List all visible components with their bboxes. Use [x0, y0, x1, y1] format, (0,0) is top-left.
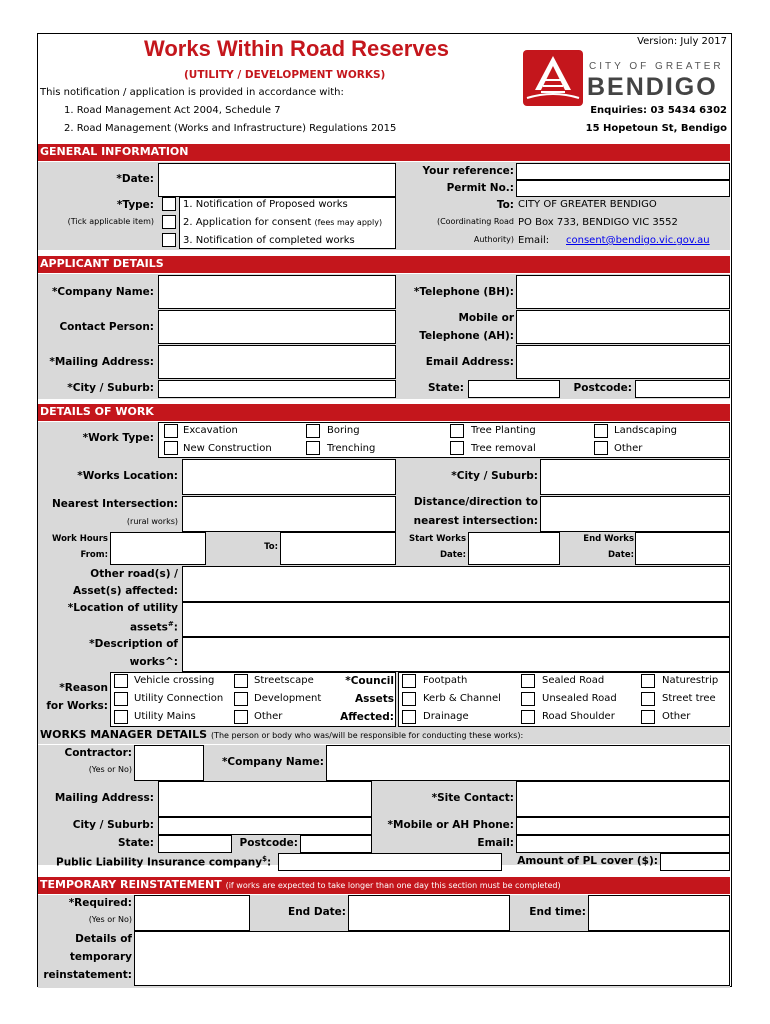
nearest-intersection-label: Nearest Intersection: [51, 498, 178, 510]
type-1-checkbox[interactable] [162, 197, 176, 211]
asset-other: Other [662, 711, 691, 722]
asset-sealed-road: Sealed Road [542, 675, 605, 686]
act-2: 2. Road Management (Works and Infrastructure) Regulations 2015 [64, 123, 397, 134]
contractor-field[interactable] [134, 745, 204, 781]
date-label: *Date: [116, 173, 154, 185]
rural-works-note: (rural works) [126, 517, 178, 526]
council-assets-label-2: Assets [354, 693, 394, 705]
type-option-2-label: 2. Application for consent [183, 217, 312, 228]
manager-mailing-field[interactable] [158, 781, 372, 817]
type-hint: (Tick applicable item) [67, 217, 154, 226]
utility-location-label-2: assets#: [129, 620, 178, 634]
work-type-label: *Work Type: [82, 432, 154, 444]
street-tree-checkbox[interactable] [641, 692, 655, 706]
work-type-trenching: Trenching [327, 443, 376, 454]
details-label-3: reinstatement: [43, 969, 132, 981]
section-work: DETAILS OF WORK [38, 404, 730, 421]
postcode-label: Postcode: [573, 382, 632, 394]
council-assets-label-3: Affected: [340, 711, 394, 723]
end-date-field[interactable] [348, 895, 510, 931]
start-works-date-label: Date: [439, 550, 466, 560]
tel-bh-field[interactable] [516, 275, 730, 309]
type-option-2 [183, 217, 382, 228]
streetscape-checkbox[interactable] [234, 674, 248, 688]
to-email-label: Email: [518, 235, 550, 246]
landscaping-checkbox[interactable] [594, 424, 608, 438]
section-general: GENERAL INFORMATION [38, 144, 730, 161]
sealed-road-checkbox[interactable] [521, 674, 535, 688]
utility-location-label-1: *Location of utility [67, 602, 178, 614]
address-text: 15 Hopetoun St, Bendigo [585, 123, 727, 134]
manager-mobile-label: *Mobile or AH Phone: [387, 819, 514, 831]
postcode-field[interactable] [635, 380, 730, 398]
works-location-field[interactable] [182, 459, 396, 495]
form-title: Works Within Road Reserves [144, 36, 450, 61]
trenching-checkbox[interactable] [306, 441, 320, 455]
to-name: CITY OF GREATER BENDIGO [518, 199, 657, 210]
work-type-tree-removal: Tree removal [471, 443, 536, 454]
tree-removal-checkbox[interactable] [450, 441, 464, 455]
work-hours-to-label: To: [264, 542, 278, 552]
permit-label: Permit No.: [446, 182, 514, 194]
type-2-checkbox[interactable] [162, 215, 176, 229]
drainage-checkbox[interactable] [402, 710, 416, 724]
manager-state-label: State: [117, 837, 154, 849]
asset-kerb-channel: Kerb & Channel [423, 693, 501, 704]
to-note-2: Authority) [473, 235, 514, 244]
reason-streetscape: Streetscape [254, 675, 314, 686]
logo-text-bottom: BENDIGO [587, 73, 718, 101]
to-email-link[interactable]: consent@bendigo.vic.gov.au [566, 235, 710, 246]
reason-label-1: *Reason [59, 682, 108, 694]
type-option-1: 1. Notification of Proposed works [183, 199, 348, 210]
to-label: To: [496, 199, 514, 211]
type-label: *Type: [116, 199, 154, 211]
excavation-checkbox[interactable] [164, 424, 178, 438]
works-manager-title: WORKS MANAGER DETAILS [40, 728, 208, 741]
details-label-2: temporary [69, 951, 132, 963]
utility-location-assets-text: assets [129, 621, 168, 634]
type-option-3: 3. Notification of completed works [183, 235, 355, 246]
distance-label-1: Distance/direction to [413, 496, 538, 508]
state-label: State: [427, 382, 464, 394]
insurance-label: Public Liability Insurance company$: [56, 855, 272, 869]
manager-mailing-label: Mailing Address: [54, 792, 154, 804]
mobile-field[interactable] [516, 310, 730, 344]
details-field[interactable] [134, 931, 730, 986]
required-field[interactable] [134, 895, 250, 931]
asset-drainage: Drainage [423, 711, 469, 722]
work-type-landscaping: Landscaping [614, 425, 678, 436]
other-roads-field[interactable] [182, 566, 730, 602]
company-name-field[interactable] [158, 275, 396, 309]
work-other-checkbox[interactable] [594, 441, 608, 455]
reason-other-checkbox[interactable] [234, 710, 248, 724]
asset-road-shoulder: Road Shoulder [542, 711, 615, 722]
work-type-new-construction: New Construction [183, 443, 272, 454]
end-works-date-field[interactable] [635, 532, 730, 565]
works-location-label: *Works Location: [77, 470, 178, 482]
pl-cover-label: Amount of PL cover ($): [517, 855, 658, 867]
asset-street-tree: Street tree [662, 693, 716, 704]
work-type-boring: Boring [327, 425, 360, 436]
section-temp [38, 877, 730, 894]
email-address-label: Email Address: [425, 356, 514, 368]
mailing-address-field[interactable] [158, 345, 396, 379]
work-type-excavation: Excavation [183, 425, 238, 436]
footpath-checkbox[interactable] [402, 674, 416, 688]
unsealed-road-checkbox[interactable] [521, 692, 535, 706]
enquiries-text: Enquiries: 03 5434 6302 [590, 105, 727, 116]
reason-utility-mains: Utility Mains [134, 711, 196, 722]
reason-label-2: for Works: [46, 700, 108, 712]
work-hours-to-field[interactable] [280, 532, 396, 565]
other-roads-label-1: Other road(s) / [90, 568, 178, 580]
end-date-label: End Date: [288, 906, 346, 918]
type-3-checkbox[interactable] [162, 233, 176, 247]
asset-naturestrip: Naturestrip [662, 675, 719, 686]
work-type-tree-planting: Tree Planting [471, 425, 536, 436]
contractor-label: Contractor: [64, 747, 132, 759]
end-time-label: End time: [529, 906, 586, 918]
development-checkbox[interactable] [234, 692, 248, 706]
version-text: Version: July 2017 [637, 36, 727, 47]
city-suburb-label: *City / Suburb: [67, 382, 154, 394]
description-label-1: *Description of [89, 638, 178, 650]
new-construction-checkbox[interactable] [164, 441, 178, 455]
work-city-field[interactable] [540, 459, 730, 495]
end-works-date-label: Date: [607, 550, 634, 560]
reason-vehicle-crossing: Vehicle crossing [134, 675, 215, 686]
asset-footpath: Footpath [423, 675, 468, 686]
work-type-other: Other [614, 443, 643, 454]
logo-emblem-icon [523, 50, 583, 106]
utility-location-field[interactable] [182, 602, 730, 637]
work-city-label: *City / Suburb: [451, 470, 538, 482]
to-po-box: PO Box 733, BENDIGO VIC 3552 [518, 217, 678, 228]
intro-text: This notification / application is provided in accordance with: [40, 87, 344, 98]
reason-development: Development [254, 693, 322, 704]
utility-location-sup: # [167, 620, 174, 628]
mobile-label-1: Mobile or [458, 312, 514, 324]
permit-field[interactable] [516, 180, 730, 197]
works-manager-note: (The person or body who was/will be responsible for conducting these works): [210, 731, 524, 740]
manager-state-field[interactable] [158, 835, 232, 853]
site-contact-field[interactable] [516, 781, 730, 817]
email-address-field[interactable] [516, 345, 730, 379]
state-field[interactable] [468, 380, 560, 398]
city-suburb-field[interactable] [158, 380, 396, 398]
end-time-field[interactable] [588, 895, 730, 931]
details-label-1: Details of [75, 933, 132, 945]
date-field[interactable] [158, 163, 396, 197]
distance-label-2: nearest intersection: [413, 515, 538, 527]
asset-other-checkbox[interactable] [641, 710, 655, 724]
to-note-1: (Coordinating Road [436, 217, 514, 226]
tel-bh-label: *Telephone (BH): [413, 286, 514, 298]
mailing-address-label: *Mailing Address: [49, 356, 154, 368]
description-label-2: works^: [129, 656, 178, 668]
temp-title: TEMPORARY REINSTATEMENT [40, 878, 222, 891]
manager-email-field[interactable] [516, 835, 730, 853]
asset-unsealed-road: Unsealed Road [542, 693, 617, 704]
distance-field[interactable] [540, 496, 730, 532]
manager-mobile-field[interactable] [516, 817, 730, 835]
section-works-manager [38, 727, 730, 744]
mobile-label-2: Telephone (AH): [419, 330, 514, 342]
kerb-channel-checkbox[interactable] [402, 692, 416, 706]
manager-company-field[interactable] [326, 745, 730, 781]
nearest-intersection-field[interactable] [182, 496, 396, 532]
work-hours-from-label: From: [80, 550, 108, 560]
section-applicant: APPLICANT DETAILS [38, 256, 730, 273]
required-yesno: (Yes or No) [88, 915, 132, 924]
your-ref-label: Your reference: [422, 165, 514, 177]
utility-mains-checkbox[interactable] [114, 710, 128, 724]
road-shoulder-checkbox[interactable] [521, 710, 535, 724]
form-subtitle: (UTILITY / DEVELOPMENT WORKS) [184, 69, 386, 81]
site-contact-label: *Site Contact: [431, 792, 514, 804]
work-hours-label: Work Hours [52, 534, 108, 544]
contact-person-field[interactable] [158, 310, 396, 344]
council-assets-label-1: *Council [345, 675, 394, 687]
start-works-label: Start Works [409, 534, 466, 544]
reason-utility-connection: Utility Connection [134, 693, 224, 704]
vehicle-crossing-checkbox[interactable] [114, 674, 128, 688]
manager-email-label: Email: [477, 837, 514, 849]
pl-cover-field[interactable] [660, 853, 730, 871]
manager-company-label: *Company Name: [221, 756, 324, 768]
form-page [37, 33, 732, 987]
insurance-sup: $ [262, 855, 267, 863]
utility-connection-checkbox[interactable] [114, 692, 128, 706]
manager-postcode-field[interactable] [300, 835, 372, 853]
insurance-label-text: Public Liability Insurance company [56, 856, 263, 869]
end-works-label: End Works [583, 534, 634, 544]
description-field[interactable] [182, 637, 730, 672]
logo-text-top: CITY OF GREATER [589, 61, 724, 72]
start-works-date-field[interactable] [468, 532, 560, 565]
your-ref-field[interactable] [516, 163, 730, 180]
contractor-yesno: (Yes or No) [88, 765, 132, 774]
type-option-2-note: (fees may apply) [314, 218, 383, 227]
contact-person-label: Contact Person: [59, 321, 154, 333]
manager-city-field[interactable] [158, 817, 372, 835]
boring-checkbox[interactable] [306, 424, 320, 438]
tree-planting-checkbox[interactable] [450, 424, 464, 438]
insurance-field[interactable] [278, 853, 502, 871]
work-hours-from-field[interactable] [110, 532, 206, 565]
bendigo-logo [523, 50, 731, 106]
manager-city-label: City / Suburb: [72, 819, 154, 831]
required-label: *Required: [68, 897, 132, 909]
company-name-label: *Company Name: [51, 286, 154, 298]
reason-other: Other [254, 711, 283, 722]
naturestrip-checkbox[interactable] [641, 674, 655, 688]
temp-note: (if works are expected to take longer than one day this section must be completed) [225, 881, 561, 890]
other-roads-label-2: Asset(s) affected: [72, 585, 178, 597]
act-1: 1. Road Management Act 2004, Schedule 7 [64, 105, 281, 116]
manager-postcode-label: Postcode: [239, 837, 298, 849]
